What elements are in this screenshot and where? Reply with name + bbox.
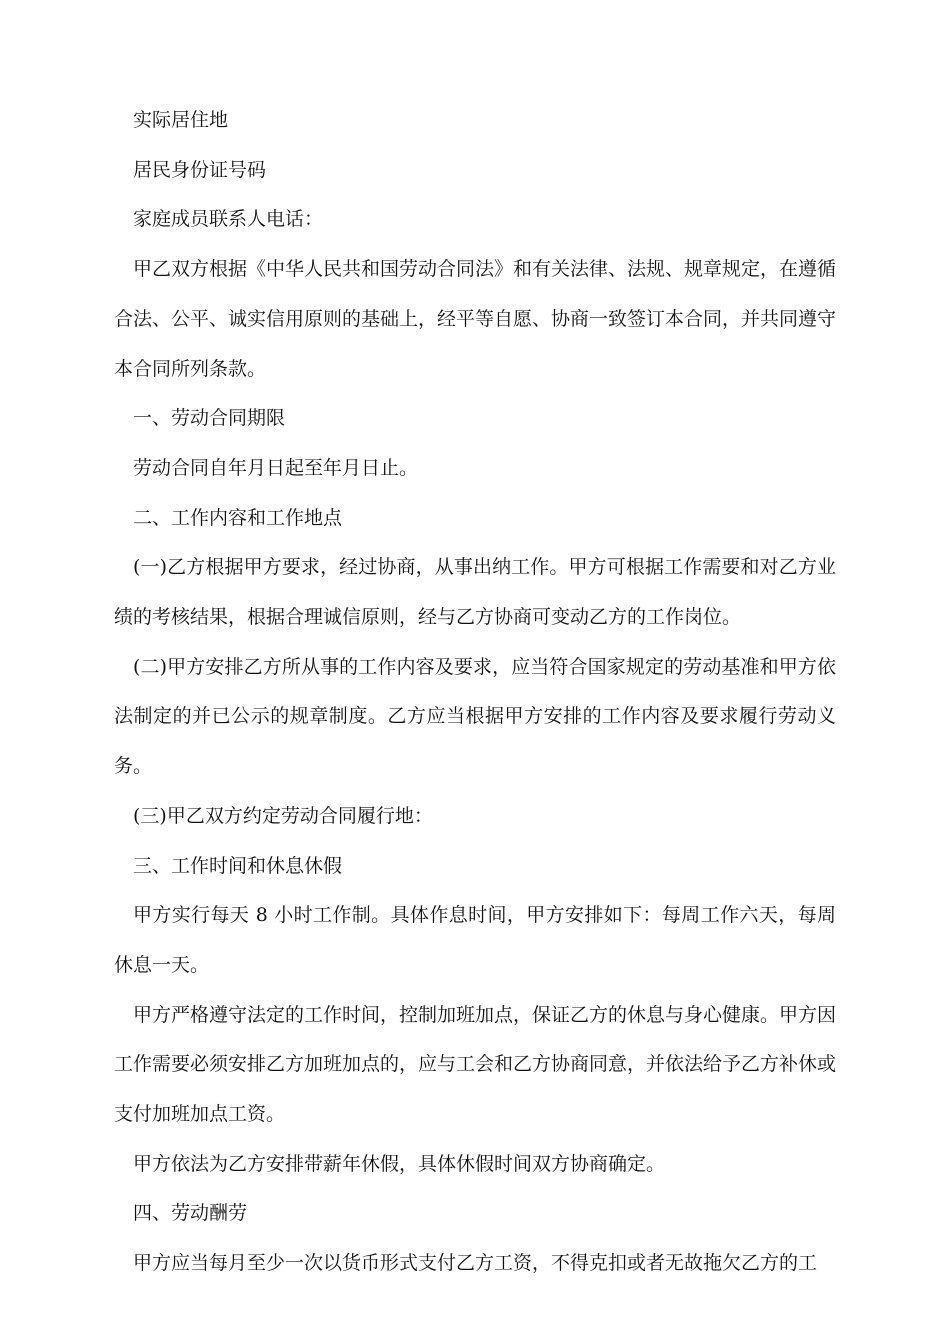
working-hours-paragraph: 甲方实行每天 8 小时工作制。具体作息时间，甲方安排如下：每周工作六天，每周休息一天。 <box>114 904 836 976</box>
contract-term-paragraph: 劳动合同自年月日起至年月日止。 <box>133 456 419 479</box>
id-number-line: 居民身份证号码 <box>133 158 267 181</box>
document-body <box>114 96 836 1289</box>
residence-line: 实际居住地 <box>133 109 229 131</box>
section-heading-working-hours: 三、工作时间和休息休假 <box>133 854 343 877</box>
section-heading-work-content: 二、工作内容和工作地点 <box>133 506 343 529</box>
section-heading-contract-term: 一、劳动合同期限 <box>133 407 286 430</box>
preamble-paragraph: 甲乙双方根据《中华人民共和国劳动合同法》和有关法律、法规、规章规定，在遵循合法、公平、诚实信用原则的基础上，经平等自愿、协商一致签订本合同，并共同遵守本合同所列条款。 <box>114 258 837 380</box>
section-heading-remuneration: 四、劳动酬劳 <box>133 1202 248 1225</box>
work-content-clause-1: (一)乙方根据甲方要求，经过协商，从事出纳工作。甲方可根据工作需要和对乙方业绩的考核结果，根据合理诚信原则，经与乙方协商可变动乙方的工作岗位。 <box>114 556 836 629</box>
annual-leave-paragraph: 甲方依法为乙方安排带薪年休假，具体休假时间双方协商确定。 <box>133 1152 666 1175</box>
work-content-clause-2: (二)甲方安排乙方所从事的工作内容及要求，应当符合国家规定的劳动基准和甲方依法制定的并已公示的规章制度。乙方应当根据甲方安排的工作内容及要求履行劳动义务。 <box>114 655 836 778</box>
remuneration-paragraph: 甲方应当每月至少一次以货币形式支付乙方工资，不得克扣或者无故拖欠乙方的工 <box>133 1252 818 1275</box>
family-contact-line: 家庭成员联系人电话： <box>133 208 324 231</box>
overtime-paragraph: 甲方严格遵守法定的工作时间，控制加班加点，保证乙方的休息与身心健康。甲方因工作需要必须安排乙方加班加点的，应与工会和乙方协商同意，并依法给予乙方补休或支付加班加点工资。 <box>114 1003 837 1126</box>
work-content-clause-3: (三)甲乙双方约定劳动合同履行地： <box>133 804 433 827</box>
